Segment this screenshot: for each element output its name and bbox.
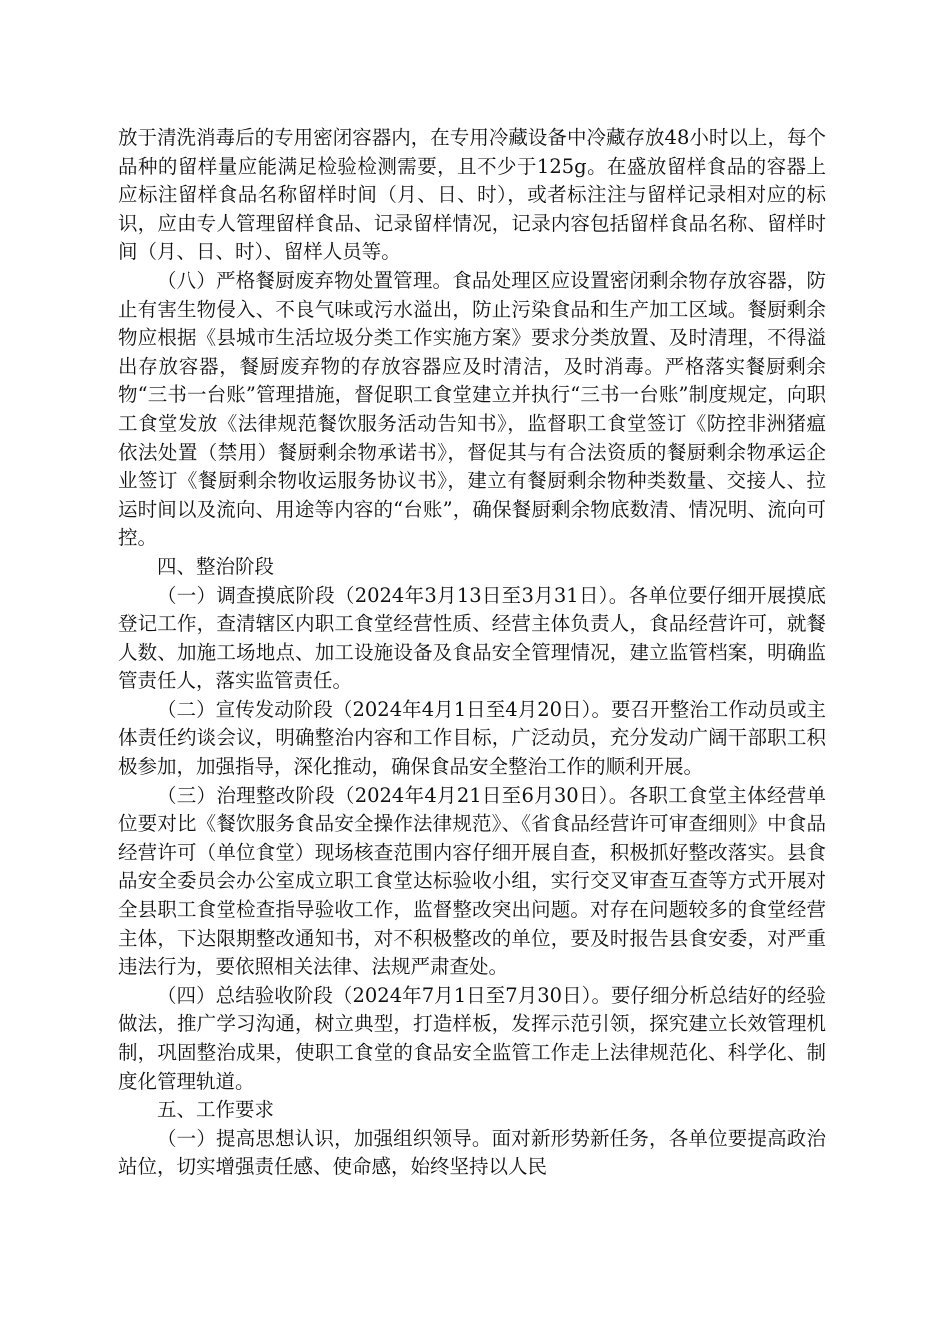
heading-rectification-stages: 四、整治阶段 bbox=[157, 554, 275, 578]
paragraph-stage-rectification: （三）治理整改阶段（2024年4月21日至6月30日）。各职工食堂主体经营单位要对比《餐饮服务食品安全操作法律规范》、《省食品经营许可审查细则》中食品经营许可（单位食堂）现场核查范围内容仔细开展自查，积极抓好整改落实。县食品安全委员会办公室成立职工食堂达标验收小组，实行交叉审查互查等方式开展对全县职工食堂检查指导验收工作，监督整改突出问题。对存在问题较多的食堂经营主体，下达限期整改通知书，对不积极整改的单位，要及时报告县食安委，对严重违法行为，要依照相关法律、法规严肃查处。 bbox=[118, 783, 826, 979]
paragraph-kitchen-waste: （八）严格餐厨废弃物处置管理。食品处理区应设置密闭剩余物存放容器，防止有害生物侵入、不良气味或污水溢出，防止污染食品和生产加工区域。餐厨剩余物应根据《县城市生活垃圾分类工作实施方案》要求分类放置、及时清理，不得溢出存放容器，餐厨废弃物的存放容器应及时清洁，及时消毒。严格落实餐厨剩余物“三书一台账”管理措施，督促职工食堂建立并执行“三书一台账”制度规定，向职工食堂发放《法律规范餐饮服务活动告知书》，监督职工食堂签订《防控非洲猪瘟依法处置（禁用）餐厨剩余物承诺书》，督促其与有合法资质的餐厨剩余物承运企业签订《餐厨剩余物收运服务协议书》，建立有餐厨剩余物种类数量、交接人、拉运时间以及流向、用途等内容的“台账”，确保餐厨剩余物底数清、情况明、流向可控。 bbox=[118, 268, 826, 550]
document-body bbox=[118, 124, 826, 1182]
paragraph-requirement-leadership: （一）提高思想认识，加强组织领导。面对新形势新任务，各单位要提高政治站位，切实增强责任感、使命感，始终坚持以人民 bbox=[118, 1126, 826, 1179]
heading-work-requirements: 五、工作要求 bbox=[157, 1098, 275, 1122]
paragraph-stage-mobilization: （二）宣传发动阶段（2024年4月1日至4月20日）。要召开整治工作动员或主体责任约谈会议，明确整治内容和工作目标，广泛动员，充分发动广阔干部职工积极参加，加强指导，深化推动，确保食品安全整治工作的顺利开展。 bbox=[118, 697, 826, 779]
paragraph-sample-retention: 放于清洗消毒后的专用密闭容器内，在专用冷藏设备中冷藏存放48小时以上，每个品种的留样量应能满足检验检测需要，且不少于125g。在盛放留样食品的容器上应标注留样食品名称留样时间（月、日、时），或者标注注与留样记录相对应的标识，应由专人管理留样食品、记录留样情况，记录内容包括留样食品名称、留样时间（月、日、时）、留样人员等。 bbox=[118, 126, 826, 264]
paragraph-stage-survey: （一）调查摸底阶段（2024年3月13日至3月31日）。各单位要仔细开展摸底登记工作，查清辖区内职工食堂经营性质、经营主体负责人，食品经营许可，就餐人数、加施工场地点、加工设施设备及食品安全管理情况，建立监管档案，明确监管责任人，落实监管责任。 bbox=[118, 583, 826, 693]
paragraph-stage-summary: （四）总结验收阶段（2024年7月1日至7月30日）。要仔细分析总结好的经验做法，推广学习沟通，树立典型，打造样板，发挥示范引领，探究建立长效管理机制，巩固整治成果，使职工食堂的食品安全监管工作走上法律规范化、科学化、制度化管理轨道。 bbox=[118, 983, 826, 1093]
